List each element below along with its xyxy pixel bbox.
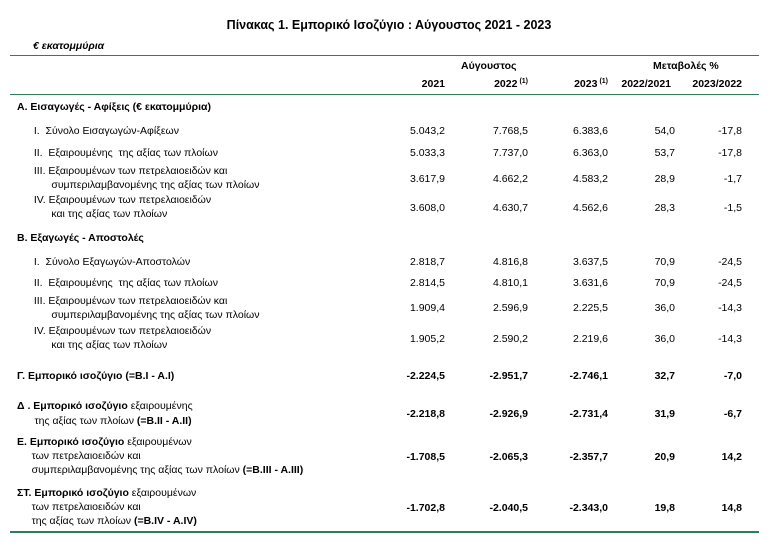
change-2022-2021: 28,9 <box>654 173 675 185</box>
value-2023: 2.225,5 <box>572 302 608 314</box>
row-label-formula: (=Β.IV - A.IV) <box>133 515 197 527</box>
value-2023: 6.383,6 <box>572 125 608 137</box>
change-2023-2022: -14,3 <box>718 333 742 345</box>
row-label-rest: της αξίας των πλοίων <box>17 515 134 527</box>
bottom-rule <box>10 531 759 533</box>
value-2021: 3.608,0 <box>409 202 445 214</box>
value-2021: -1.708,5 <box>406 451 445 463</box>
change-2023-2022: -24,5 <box>718 277 742 289</box>
change-2022-2021: 36,0 <box>654 333 675 345</box>
row-label-line-2: συμπεριλαμβανομένης της αξίας των πλοίων <box>28 309 260 321</box>
row-label-line-3 <box>17 514 197 529</box>
row-label-line-1: IV. Εξαιρουμένων των πετρελαιοειδών <box>28 194 212 206</box>
value-2021: 5.043,2 <box>409 125 445 137</box>
row-label-line-2: συμπεριλαμβανομένης της αξίας των πλοίων <box>28 179 260 191</box>
row-label-line-2: των πετρελαιοειδών και <box>17 501 141 513</box>
value-2022: 4.810,1 <box>492 277 528 289</box>
header-group-change: Μεταβολές % <box>653 60 719 72</box>
value-2022: 4.630,7 <box>492 202 528 214</box>
change-2023-2022: -17,8 <box>718 125 742 137</box>
change-2022-2021: 70,9 <box>654 277 675 289</box>
value-2021: -1.702,8 <box>406 502 445 514</box>
value-2022: 4.816,8 <box>492 256 528 268</box>
header-group-month: Αύγουστος <box>461 60 517 72</box>
value-2021: -2.218,8 <box>406 408 445 420</box>
value-2023: 4.583,2 <box>572 173 608 185</box>
row-label: II. Εξαιρουμένης της αξίας των πλοίων <box>28 147 218 159</box>
value-2022: 7.768,5 <box>492 125 528 137</box>
value-2022: -2.951,7 <box>489 370 528 382</box>
value-2022: -2.926,9 <box>489 408 528 420</box>
value-2022: 7.737,0 <box>492 147 528 159</box>
value-2022: -2.040,5 <box>489 502 528 514</box>
value-2021: 5.033,3 <box>409 147 445 159</box>
row-label: I. Σύνολο Εισαγωγών-Αφίξεων <box>28 125 179 137</box>
header-col-change-1: 2022/2021 <box>621 78 671 90</box>
row-label-line-1 <box>17 399 193 414</box>
row-label-line-2 <box>17 414 192 429</box>
change-2022-2021: 19,8 <box>654 502 675 514</box>
row-label-rest: εξαιρουμένων <box>124 436 192 448</box>
row-label-bold: Δ . Εμπορικό ισοζύγιο <box>17 400 128 412</box>
change-2022-2021: 53,7 <box>654 147 675 159</box>
change-2022-2021: 20,9 <box>654 451 675 463</box>
row-label-rest: εξαιρουμένης <box>127 400 193 412</box>
change-2023-2022: 14,8 <box>721 502 742 514</box>
section-a-heading: Α. Εισαγωγές - Αφίξεις (€ εκατομμύρια) <box>17 101 211 113</box>
header-col-2023 <box>574 78 608 90</box>
value-2021: -2.224,5 <box>406 370 445 382</box>
row-label-line-1: III. Εξαιρουμένων των πετρελαιοειδών και <box>28 165 228 177</box>
header-col-2022-label: 2022 <box>494 78 518 90</box>
value-2022: 2.590,2 <box>492 333 528 345</box>
value-2022: 4.662,2 <box>492 173 528 185</box>
row-label-line-1 <box>17 435 192 450</box>
change-2023-2022: -6,7 <box>723 408 742 420</box>
change-2022-2021: 32,7 <box>654 370 675 382</box>
value-2022: -2.065,3 <box>489 451 528 463</box>
value-2023: 3.631,6 <box>572 277 608 289</box>
row-label-formula: (=Β.ΙΙΙ - Α.ΙΙΙ) <box>242 464 304 476</box>
row-label-line-2: και της αξίας των πλοίων <box>28 339 168 351</box>
row-label-line-1: III. Εξαιρουμένων των πετρελαιοειδών και <box>28 295 228 307</box>
row-label-line-1 <box>17 486 196 501</box>
row-label-line-2: και της αξίας των πλοίων <box>28 208 168 220</box>
row-label: II. Εξαιρουμένης της αξίας των πλοίων <box>28 277 218 289</box>
change-2023-2022: -17,8 <box>718 147 742 159</box>
value-2021: 1.909,4 <box>409 302 445 314</box>
value-2023: -2.357,7 <box>569 451 608 463</box>
header-col-2021-label: 2021 <box>421 78 445 90</box>
header-col-change-2: 2023/2022 <box>692 78 742 90</box>
header-col-2022-note: (1) <box>519 78 528 85</box>
change-2022-2021: 54,0 <box>654 125 675 137</box>
row-label-rest: της αξίας των πλοίων <box>17 415 137 427</box>
change-2023-2022: 14,2 <box>721 451 742 463</box>
header-rule <box>10 94 759 95</box>
change-2023-2022: -14,3 <box>718 302 742 314</box>
value-2022: 2.596,9 <box>492 302 528 314</box>
change-2023-2022: -7,0 <box>723 370 742 382</box>
header-col-2022 <box>494 78 528 90</box>
row-label-line-2: των πετρελαιοειδών και <box>17 450 141 462</box>
change-2023-2022: -24,5 <box>718 256 742 268</box>
row-label: I. Σύνολο Εξαγωγών-Αποστολών <box>28 256 191 268</box>
change-2022-2021: 28,3 <box>654 202 675 214</box>
value-2021: 2.818,7 <box>409 256 445 268</box>
row-label-bold: Ε. Εμπορικό ισοζύγιο <box>17 436 125 448</box>
change-2022-2021: 36,0 <box>654 302 675 314</box>
value-2021: 1.905,2 <box>409 333 445 345</box>
change-2022-2021: 31,9 <box>654 408 675 420</box>
value-2023: -2.746,1 <box>569 370 608 382</box>
row-label: Γ. Εμπορικό ισοζύγιο (=Β.Ι - Α.Ι) <box>17 370 175 382</box>
row-label-formula: (=Β.ΙΙ - Α.ΙΙ) <box>136 415 192 427</box>
row-label-line-3 <box>17 463 303 478</box>
value-2023: -2.343,0 <box>569 502 608 514</box>
value-2023: 3.637,5 <box>572 256 608 268</box>
section-b-heading: Β. Εξαγωγές - Αποστολές <box>17 232 144 244</box>
value-2023: 4.562,6 <box>572 202 608 214</box>
value-2021: 2.814,5 <box>409 277 445 289</box>
row-label-rest: συμπεριλαμβανομένης της αξίας των πλοίων <box>17 464 243 476</box>
row-label-bold: ΣΤ. Εμπορικό ισοζύγιο <box>17 487 129 499</box>
top-rule <box>10 55 759 56</box>
change-2023-2022: -1,7 <box>723 173 742 185</box>
change-2023-2022: -1,5 <box>723 202 742 214</box>
row-label-line-1: IV. Εξαιρουμένων των πετρελαιοειδών <box>28 325 212 337</box>
header-col-2021 <box>422 78 445 90</box>
header-col-2023-note: (1) <box>599 78 608 85</box>
unit-label: € εκατομμύρια <box>33 40 105 52</box>
value-2023: -2.731,4 <box>569 408 608 420</box>
value-2023: 6.363,0 <box>572 147 608 159</box>
table-title: Πίνακας 1. Εμπορικό Ισοζύγιο : Αύγουστος 2021 - 2023 <box>226 18 552 32</box>
header-col-2023-label: 2023 <box>574 78 598 90</box>
row-label-rest: εξαιρουμένων <box>128 487 197 499</box>
change-2022-2021: 70,9 <box>654 256 675 268</box>
value-2023: 2.219,6 <box>572 333 608 345</box>
value-2021: 3.617,9 <box>409 173 445 185</box>
